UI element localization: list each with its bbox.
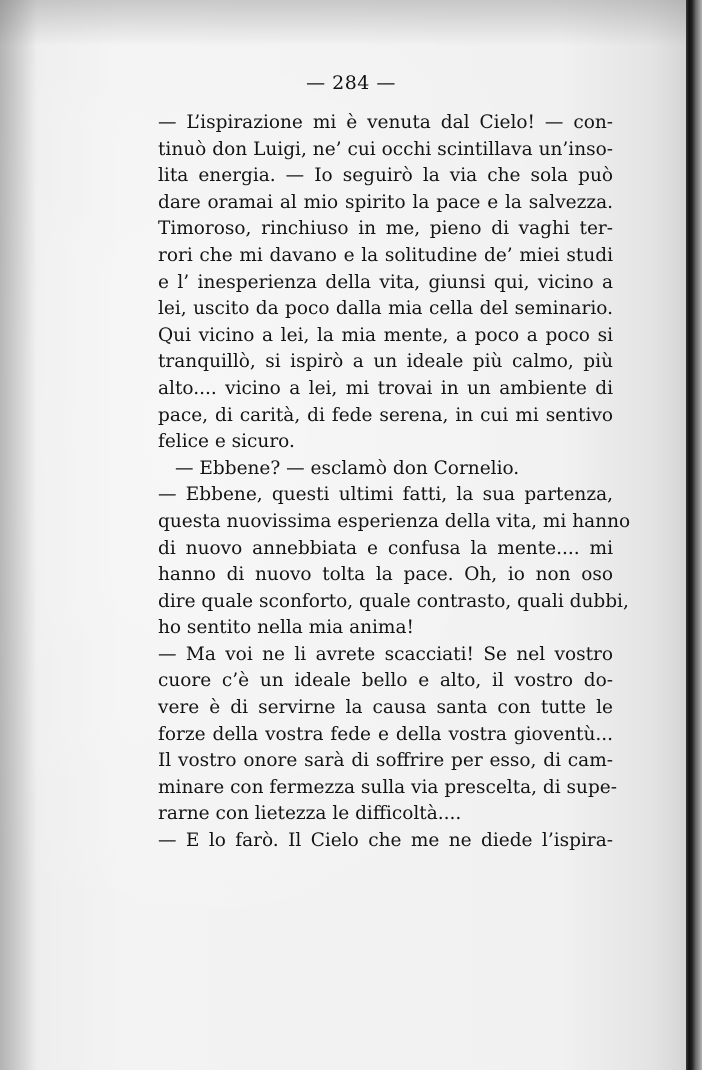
scan-top-shadow [0, 0, 702, 46]
text-line: — Ebbene, questi ultimi fatti, la sua partenza, [158, 484, 613, 506]
page-binding-edge [686, 0, 702, 1070]
scan-left-shadow [0, 0, 36, 1070]
text-line: vere è di servirne la causa santa con tutte le [158, 697, 613, 719]
text-line: tranquillò, si ispirò a un ideale più calmo, più [158, 351, 613, 373]
text-line: e l’ inesperienza della vita, giunsi qui, vicino a [158, 271, 613, 293]
text-line: — L’ispirazione mi è venuta dal Cielo! — con- [158, 112, 613, 133]
text-line: lei, uscito da poco dalla mia cella del seminario. [158, 298, 613, 320]
text-line: dire quale sconforto, quale contrasto, quali dubbi, [158, 590, 629, 612]
text-line: hanno di nuovo tolta la pace. Oh, io non oso [158, 564, 613, 586]
text-line: — E lo farò. Il Cielo che me ne diede l’ispira- [158, 830, 613, 852]
text-line: alto.... vicino a lei, mi trovai in un ambiente di [158, 377, 613, 399]
text-line: Il vostro onore sarà di soffrire per esso, di cam- [158, 750, 613, 772]
text-line: forze della vostra fede e della vostra gioventù... [158, 723, 613, 745]
text-line: minare con fermezza sulla via prescelta, di supe- [158, 776, 618, 798]
text-line: di nuovo annebbiata e confusa la mente.... mi [158, 537, 613, 559]
text-line: Qui vicino a lei, la mia mente, a poco a poco si [158, 324, 613, 346]
text-line: Timoroso, rinchiuso in me, pieno di vaghi ter- [158, 218, 613, 240]
text-line: felice e sicuro. [158, 431, 295, 453]
text-line: ho sentito nella mia anima! [158, 617, 414, 639]
text-line: — Ebbene? — esclamò don Cornelio. [175, 457, 520, 479]
text-line: rori che mi davano e la solitudine de’ miei studi [158, 244, 613, 266]
text-line: cuore c’è un ideale bello e alto, il vostro do- [158, 670, 613, 692]
text-line: lita energia. — Io seguirò la via che sola può [158, 165, 613, 187]
text-line: — Ma voi ne li avrete scacciati! Se nel vostro [158, 643, 613, 665]
text-line: dare oramai al mio spirito la pace e la salvezza. [158, 191, 613, 213]
text-line: questa nuovissima esperienza della vita, mi hanno [158, 510, 631, 532]
text-line: pace, di carità, di fede serena, in cui mi sentivo [158, 404, 613, 426]
text-line: rarne con lietezza le difficoltà.... [158, 803, 462, 825]
body-text [158, 110, 631, 855]
page-number: — 284 — [306, 72, 396, 94]
text-line: tinuò don Luigi, ne’ cui occhi scintillava un’inso- [158, 138, 613, 160]
